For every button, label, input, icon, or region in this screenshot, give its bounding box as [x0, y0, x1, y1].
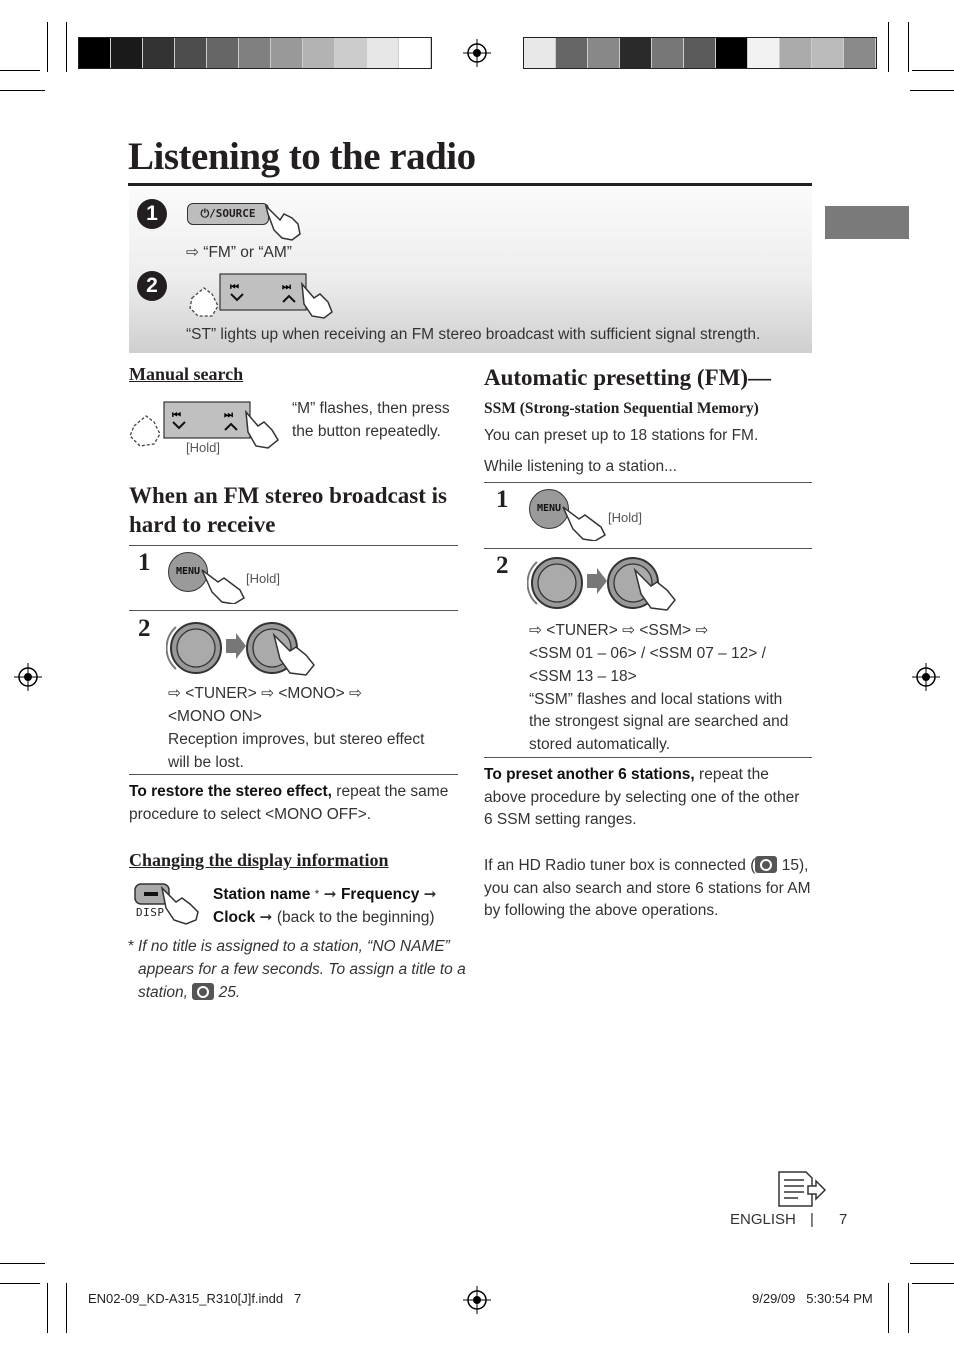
svg-text:⏭: ⏭ [224, 410, 233, 421]
ssm-step-2-number: 2 [496, 552, 509, 579]
display-cycle-line2 [213, 906, 435, 929]
restore-stereo-bold: To restore the stereo effect, [129, 783, 332, 800]
registration-mark-icon [463, 1286, 491, 1314]
menu-button[interactable]: MENU [168, 552, 208, 592]
crop-mark [66, 22, 67, 72]
ssm-step-2-line3: <SSM 13 – 18> [529, 668, 637, 685]
file-info: EN02-09_KD-A315_R310[J]f.indd 7 [88, 1291, 302, 1306]
arrow-right-icon: ➞ [323, 886, 337, 903]
arrow-right-icon: ➞ [259, 909, 273, 926]
divider [129, 545, 458, 546]
fm-step-1-number: 1 [138, 549, 151, 576]
disp-button-icon [132, 880, 204, 926]
station-name-label: Station name [213, 886, 311, 903]
preset-another-line3: 6 SSM setting ranges. [484, 811, 637, 828]
auto-preset-subheading: SSM (Strong-station Sequential Memory) [484, 400, 759, 417]
document-icon [776, 1170, 828, 1210]
auto-preset-intro: You can preset up to 18 stations for FM. [484, 427, 759, 444]
crop-mark [910, 1263, 954, 1264]
grayscale-bar-left [78, 37, 432, 69]
manual-search-heading: Manual search [129, 364, 244, 384]
control-dial-icon [527, 552, 681, 614]
ssm-step-1-hold: [Hold] [608, 510, 642, 525]
preset-another-bold: To preset another 6 stations, [484, 766, 695, 783]
crop-mark [0, 90, 45, 91]
manual-search-text: “M” flashes, then press the button repeatedly. [292, 400, 450, 440]
crop-mark [908, 1283, 909, 1333]
seek-buttons-icon [186, 272, 346, 320]
ssm-step-2-line5: the strongest signal are searched and [529, 713, 789, 730]
hd-radio-page-ref: 15), [777, 857, 809, 874]
display-info-heading: Changing the display information [129, 850, 389, 870]
crop-mark [0, 1263, 45, 1264]
frequency-label: Frequency [340, 886, 420, 903]
ssm-step-2-line4: “SSM” flashes and local stations with [529, 691, 783, 708]
crop-mark [0, 1283, 40, 1284]
step-2-note: “ST” lights up when receiving an FM stereo broadcast with sufficient signal strength. [186, 326, 761, 343]
crop-mark [47, 22, 48, 72]
svg-text:⏮: ⏮ [172, 410, 181, 421]
footer-language: ENGLISH [730, 1211, 796, 1228]
restore-stereo-line2: procedure to select <MONO OFF>. [129, 806, 372, 823]
crop-mark [912, 1283, 954, 1284]
crop-mark [910, 90, 954, 91]
pointing-hand-icon [561, 501, 609, 541]
crop-mark [0, 70, 40, 71]
pointing-hand-icon [262, 200, 306, 242]
section-tab [825, 206, 909, 239]
control-dial-icon [166, 617, 320, 679]
hd-radio-line2: you can also search and store 6 stations for AM [484, 880, 811, 897]
step-1-number: 1 [137, 199, 167, 229]
crop-mark [47, 1283, 48, 1333]
grayscale-bar-right [523, 37, 877, 69]
page-number: 7 [839, 1211, 848, 1228]
divider [129, 610, 458, 611]
auto-preset-heading: Automatic presetting (FM)— [484, 365, 772, 390]
footnote-line1: If no title is assigned to a station, “NO NAME” [138, 938, 450, 955]
title-rule [128, 183, 812, 186]
divider [129, 774, 458, 775]
crop-mark [912, 70, 954, 71]
magnifier-icon [755, 856, 777, 873]
step-1-result: ⇨ “FM” or “AM” [186, 244, 292, 261]
back-to-beginning: (back to the beginning) [276, 909, 435, 926]
fm-step-2-line1: ⇨ <TUNER> ⇨ <MONO> ⇨ [168, 685, 362, 702]
footnote-line2: appears for a few seconds. To assign a title to a [138, 961, 466, 978]
arrow-right-icon: ➞ [423, 886, 437, 903]
page-title: Listening to the radio [128, 135, 476, 178]
display-cycle-line1 [213, 883, 437, 906]
crop-mark [908, 22, 909, 72]
registration-mark-icon [14, 663, 42, 691]
step-2-number: 2 [137, 271, 167, 301]
registration-mark-icon [912, 663, 940, 691]
fm-step-2-number: 2 [138, 615, 151, 642]
ssm-step-2-line2: <SSM 01 – 06> / <SSM 07 – 12> / [529, 645, 766, 662]
auto-preset-while: While listening to a station... [484, 458, 677, 475]
disp-label: DISP [136, 906, 165, 919]
svg-text:⏮: ⏮ [230, 282, 239, 293]
asterisk: * [314, 887, 320, 901]
menu-button[interactable]: MENU [529, 489, 569, 529]
crop-mark [888, 1283, 889, 1333]
divider [484, 482, 812, 483]
fm-step-2-line3: Reception improves, but stereo effect [168, 731, 425, 748]
footer-separator: | [810, 1211, 814, 1228]
hd-radio-line1 [484, 854, 808, 877]
source-button[interactable]: ⏻/SOURCE [187, 203, 269, 225]
divider [484, 548, 812, 549]
crop-mark [66, 1283, 67, 1333]
preset-another-line2: above procedure by selecting one of the other [484, 789, 800, 806]
footnote-page-ref: 25. [218, 984, 241, 1001]
fm-step-1-hold: [Hold] [246, 571, 280, 586]
restore-stereo-rest: repeat the same [332, 783, 449, 800]
magnifier-icon [192, 983, 214, 1000]
hd-radio-line3: by following the above operations. [484, 902, 719, 919]
clock-label: Clock [213, 909, 256, 926]
divider [484, 757, 812, 758]
manual-search-hold: [Hold] [186, 440, 220, 455]
ssm-step-2-line6: stored automatically. [529, 736, 670, 753]
preset-another-rest: repeat the [694, 766, 769, 783]
preset-another-text [484, 763, 769, 786]
footnote-star: * [128, 938, 135, 955]
fm-step-2-line4: will be lost. [168, 754, 244, 771]
restore-stereo-text [129, 780, 448, 803]
footnote-line3-pre: station, [138, 984, 188, 1001]
crop-mark [888, 22, 889, 72]
pointing-hand-icon [200, 564, 248, 604]
footnote-line3 [138, 981, 240, 1004]
hd-radio-line1-pre: If an HD Radio tuner box is connected ( [484, 857, 756, 874]
ssm-step-2-line1: ⇨ <TUNER> ⇨ <SSM> ⇨ [529, 622, 709, 639]
date-info: 9/29/09 5:30:54 PM [752, 1291, 873, 1306]
fm-stereo-heading: When an FM stereo broadcast is hard to receive [129, 483, 447, 537]
registration-mark-icon [463, 39, 491, 67]
fm-step-2-line2: <MONO ON> [168, 708, 262, 725]
ssm-step-1-number: 1 [496, 486, 509, 513]
svg-text:⏭: ⏭ [282, 282, 291, 293]
